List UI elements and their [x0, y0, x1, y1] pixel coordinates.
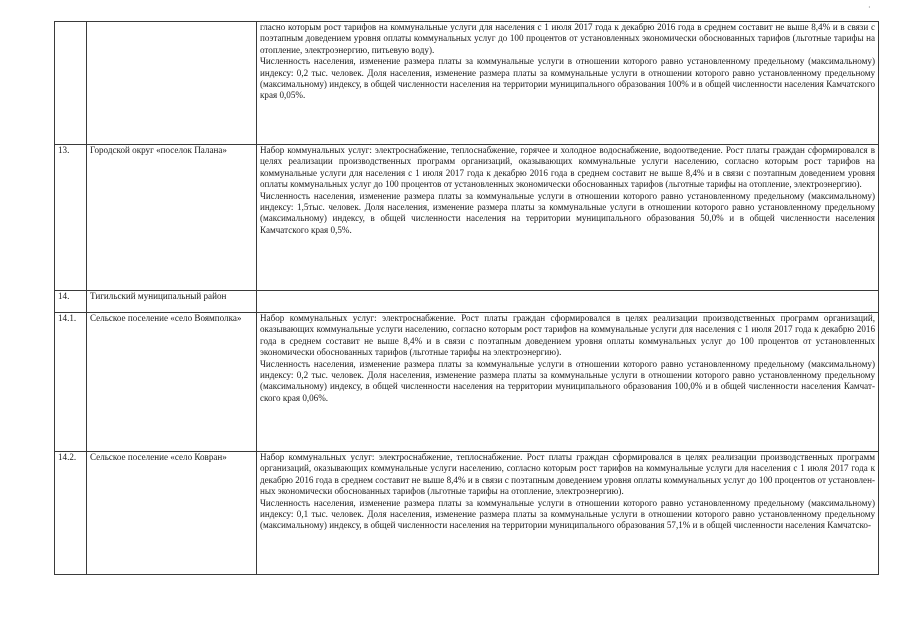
municipality-name	[87, 22, 257, 145]
row-number: 13.	[55, 145, 87, 291]
tariff-table	[54, 21, 879, 575]
row-number: 14.1.	[55, 313, 87, 452]
row-number: 14.	[55, 291, 87, 313]
table-row	[55, 452, 879, 575]
description-cell	[257, 291, 879, 313]
row-number: 14.2.	[55, 452, 87, 575]
description-cell	[257, 452, 879, 575]
municipality-name: Сельское поселение «село Воямполка»	[87, 313, 257, 452]
description-paragraph: гласно которым рост тарифов на коммунальные услуги для населения с 1 июля 2017 года к декабрю 2016 года в среднем составит не выше 8,4% и в связи с поэтапным доведением уровня оплаты коммунальных услуг до 100 процентов от установленных экономически обоснованных тарифов (льготные тарифы на отопление, электроэнергию, питьевую воду).	[260, 22, 875, 55]
municipality-name: Тигильский муниципальный район	[87, 291, 257, 313]
description-paragraph: Численность населения, изменение размера платы за коммунальные услуги в отношении которого равно установленному предельному (максимальному) индексу: 0,1 тыс. человек. Доля населения, изменение размера платы за коммунальные услуги в отношении которого равно установленному предельному (максимальному) индексу, в общей численности населения на территории муниципального образования 57,1% и в общей численности населения Камчатско-	[260, 497, 875, 531]
description-cell	[257, 313, 879, 452]
description-paragraph: Набор коммунальных услуг: электроснабжение. Рост платы граждан сформировался в целях реализации производственных программ организаций, оказывающих коммунальные услуги населению, согласно которым рост тарифов на коммунальные услуги для населения с 1 июля 2017 года к декабрю 2016 года в среднем составит не выше 8,4% и в связи с поэтапным доведением уровня оплаты коммунальных услуг до 100 процентов от установленных экономически обоснованных тарифов (льготные тарифы на электроэнергию).	[260, 313, 875, 358]
description-paragraph: Численность населения, изменение размера платы за коммунальные услуги в отношении которого равно установленному предельному (максимальному) индексу: 0,2 тыс. человек. Доля населения, изменение размера платы за коммунальные услуги в отношении которого равно установленному предельному (максимальному) индексу, в общей численности населения на территории муниципального образования 100% и в общей численности населения Камчатского края 0,05%.	[260, 56, 875, 101]
table-row	[55, 22, 879, 145]
page-mark: ·	[868, 3, 871, 12]
table-row	[55, 291, 879, 313]
municipality-name: Городской округ «поселок Палана»	[87, 145, 257, 291]
description-paragraph: Численность населения, изменение размера платы за коммунальные услуги в отношении которого равно установленному предельному (максимальному) индексу: 1,5тыс. человек. Доля населения, изменение размера платы за коммунальные услуги в отношении которого равно установленному предельному (максимальному) индексу, в общей численности населения на территории муниципального образования 50,0% и в общей численности населения Камчатского края 0,5%.	[260, 190, 875, 235]
municipality-name: Сельское поселение «село Ковран»	[87, 452, 257, 575]
description-cell	[257, 22, 879, 145]
table-row	[55, 313, 879, 452]
description-paragraph: Набор коммунальных услуг: электроснабжение, теплоснабжение. Рост платы граждан сформировался в целях реализации производственных программ организаций, оказывающих коммунальные услуги населению, согласно которым рост тарифов на коммунальные услуги для населения с 1 июля 2017 года к декабрю 2016 года в среднем составит не выше 8,4% и в связи с поэтапным доведением уровня оплаты коммунальных услуг до 100 процентов от установленных экономически обоснованных тарифов (льготные тарифы на отопление, электроэнергию).	[260, 452, 875, 497]
description-paragraph: Набор коммунальных услуг: электроснабжение, теплоснабжение, горячее и холодное водоснабжение, водоотведение. Рост платы граждан сформировался в целях реализации производственных программ организаций, оказывающих коммунальные услуги населению, согласно которым рост тарифов на коммунальные услуги для населения с 1 июля 2017 года к декабрю 2016 года в среднем составит не выше 8,4% и в связи с поэтапным доведением уровня оплаты коммунальных услуг до 100 процентов от установленных экономически обоснованных тарифов (льготные тарифы на отопление, электроэнергию).	[260, 145, 875, 190]
description-paragraph: Численность населения, изменение размера платы за коммунальные услуги в отношении которого равно установленному предельному (максимальному) индексу: 0,2 тыс. человек. Доля населения, изменение размера платы за коммунальные услуги в отношении которого равно установленному предельному (максимальному) индексу, в общей численности населения на территории муниципального образования 100,0% и в общей численности населения Камчатского края 0,06%.	[260, 358, 875, 403]
row-number	[55, 22, 87, 145]
description-cell	[257, 145, 879, 291]
table-row	[55, 145, 879, 291]
